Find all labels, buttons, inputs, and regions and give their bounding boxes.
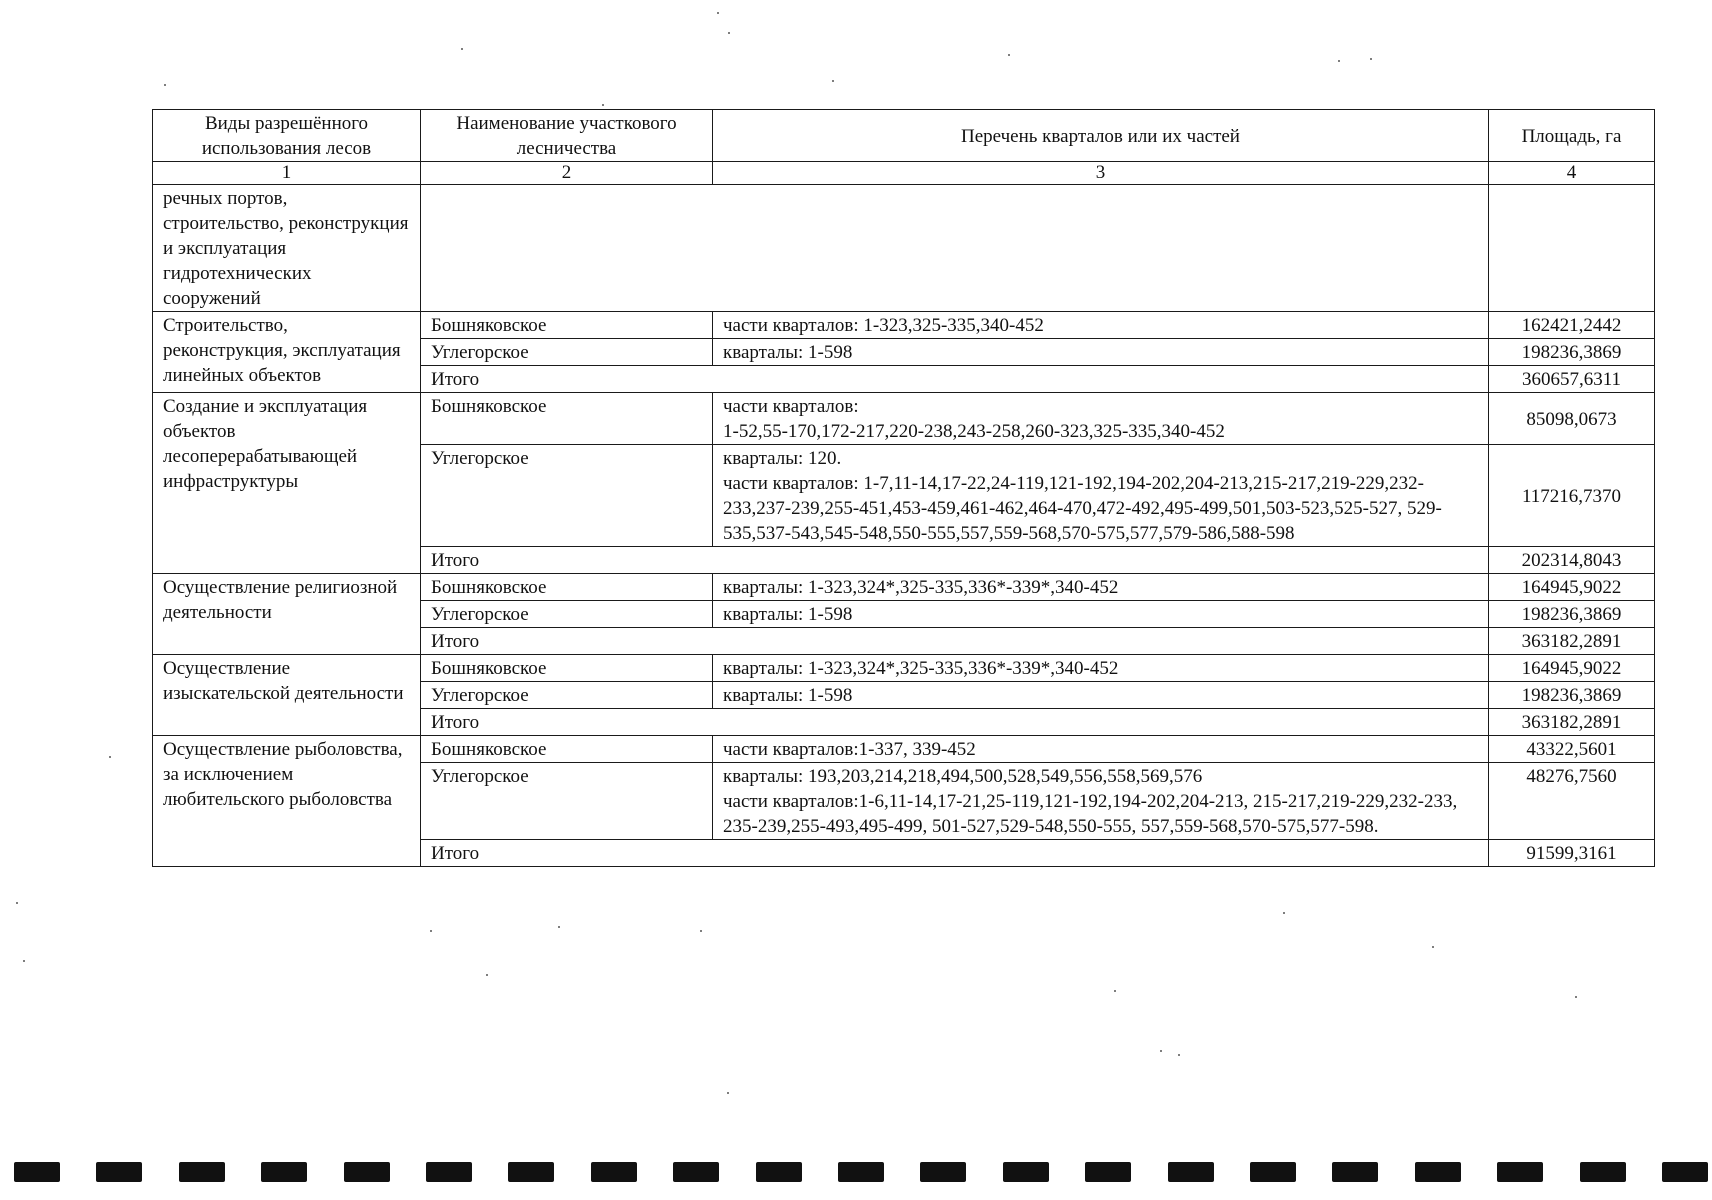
speck [1283, 912, 1285, 914]
quarters-cell: кварталы: 1-598 [713, 682, 1489, 709]
forestry-cell: Углегорское [421, 763, 713, 840]
forestry-cell: Углегорское [421, 682, 713, 709]
perforation-mark [673, 1162, 719, 1182]
area-cell: 198236,3869 [1489, 601, 1655, 628]
table-row [153, 393, 1655, 445]
forest-use-table [152, 109, 1655, 867]
speck [1575, 996, 1577, 998]
quarters-cell: части кварталов: 1-323,325-335,340-452 [713, 312, 1489, 339]
perforation-mark [1497, 1162, 1543, 1182]
total-area-cell: 91599,3161 [1489, 840, 1655, 867]
use-type-cell: Строительство, реконструкция, эксплуатация линейных объектов [153, 312, 421, 393]
quarters-line: кварталы: 193,203,214,218,494,500,528,549,556,558,569,576 [723, 766, 1203, 787]
area-cell: 162421,2442 [1489, 312, 1655, 339]
perforation-mark [1168, 1162, 1214, 1182]
speck [23, 960, 25, 962]
total-label: Итого [421, 840, 1489, 867]
speck [1114, 990, 1116, 992]
forestry-cell: Бошняковское [421, 393, 713, 445]
area-cell: 48276,7560 [1489, 763, 1655, 840]
header-row [153, 110, 1655, 162]
header-use-type: Виды разрешённого использования лесов [153, 110, 421, 162]
quarters-cell: кварталы: 1-598 [713, 339, 1489, 366]
quarters-cell: кварталы: 1-598 [713, 601, 1489, 628]
area-cell: 85098,0673 [1489, 393, 1655, 445]
empty-cell [1489, 185, 1655, 312]
perforation-mark [1332, 1162, 1378, 1182]
speck [1432, 946, 1434, 948]
perforation-mark [1250, 1162, 1296, 1182]
column-number: 2 [421, 162, 713, 185]
speck [109, 756, 111, 758]
perforation-mark [1580, 1162, 1626, 1182]
quarters-cell [713, 445, 1489, 547]
use-type-cell: Осуществление религиозной деятельности [153, 574, 421, 655]
quarters-cell [713, 393, 1489, 445]
speck [602, 104, 604, 106]
total-area-cell: 363182,2891 [1489, 709, 1655, 736]
total-area-cell: 360657,6311 [1489, 366, 1655, 393]
forestry-cell: Бошняковское [421, 312, 713, 339]
column-number-row [153, 162, 1655, 185]
area-cell: 43322,5601 [1489, 736, 1655, 763]
perforation-mark [1085, 1162, 1131, 1182]
quarters-line: 1-52,55-170,172-217,220-238,243-258,260-323,325-335,340-452 [723, 421, 1225, 442]
table-row [153, 574, 1655, 601]
table-row [153, 655, 1655, 682]
speck [486, 974, 488, 976]
column-number: 3 [713, 162, 1489, 185]
use-type-cell: речных портов, строительство, реконструкция и эксплуатация гидротехнических сооружений [153, 185, 421, 312]
column-number: 4 [1489, 162, 1655, 185]
speck [558, 926, 560, 928]
table-row [153, 312, 1655, 339]
quarters-cell: части кварталов:1-337, 339-452 [713, 736, 1489, 763]
forestry-cell: Углегорское [421, 445, 713, 547]
quarters-line: части кварталов: 1-7,11-14,17-22,24-119,121-192,194-202,204-213,215-217,219-229,232-233,237-239,255-451,453-459,461-462,464-470,472-492,495-499,501,503-523,525-527, 529-535,537-543,545-548,550-555,557,559-568,570-575,577,579-586,588-598 [723, 473, 1442, 544]
use-type-cell: Осуществление рыболовства, за исключением любительского рыболовства [153, 736, 421, 867]
total-label: Итого [421, 547, 1489, 574]
speck [461, 48, 463, 50]
perforation-mark [426, 1162, 472, 1182]
speck [1370, 58, 1372, 60]
speck [1160, 1050, 1162, 1052]
speck [164, 84, 166, 86]
perforation-mark [179, 1162, 225, 1182]
quarters-cell: кварталы: 1-323,324*,325-335,336*-339*,340-452 [713, 574, 1489, 601]
header-area: Площадь, га [1489, 110, 1655, 162]
perforation-mark [756, 1162, 802, 1182]
total-area-cell: 363182,2891 [1489, 628, 1655, 655]
total-label: Итого [421, 366, 1489, 393]
area-cell: 164945,9022 [1489, 655, 1655, 682]
perforation-mark [591, 1162, 637, 1182]
quarters-line: части кварталов:1-6,11-14,17-21,25-119,121-192,194-202,204-213, 215-217,219-229,232-233, 235-239,255-493,495-499, 501-527,529-548,550-555, 557,559-568,570-575,577-598. [723, 791, 1458, 837]
use-type-cell: Создание и эксплуатация объектов лесоперерабатывающей инфраструктуры [153, 393, 421, 574]
perforation-mark [14, 1162, 60, 1182]
speck [832, 80, 834, 82]
perforation-mark [920, 1162, 966, 1182]
perforation-mark [96, 1162, 142, 1182]
speck [700, 930, 702, 932]
speck [1178, 1054, 1180, 1056]
perforation-mark [344, 1162, 390, 1182]
quarters-cell [713, 763, 1489, 840]
speck [16, 902, 18, 904]
table-row [153, 736, 1655, 763]
header-forestry-name: Наименование участкового лесничества [421, 110, 713, 162]
speck [717, 12, 719, 14]
perforation-mark [1662, 1162, 1708, 1182]
forestry-cell: Углегорское [421, 601, 713, 628]
total-label: Итого [421, 709, 1489, 736]
quarters-line: части кварталов: [723, 396, 859, 417]
forestry-cell: Углегорское [421, 339, 713, 366]
speck [1008, 54, 1010, 56]
total-label: Итого [421, 628, 1489, 655]
quarters-cell: кварталы: 1-323,324*,325-335,336*-339*,340-452 [713, 655, 1489, 682]
quarters-line: кварталы: 120. [723, 448, 842, 469]
perforation-mark [1415, 1162, 1461, 1182]
empty-cell [421, 185, 1489, 312]
total-area-cell: 202314,8043 [1489, 547, 1655, 574]
speck [727, 1092, 729, 1094]
speck [1338, 60, 1340, 62]
perforation-mark [1003, 1162, 1049, 1182]
header-quarters-list: Перечень кварталов или их частей [713, 110, 1489, 162]
area-cell: 164945,9022 [1489, 574, 1655, 601]
perforation-mark [838, 1162, 884, 1182]
area-cell: 198236,3869 [1489, 682, 1655, 709]
column-number: 1 [153, 162, 421, 185]
forestry-cell: Бошняковское [421, 736, 713, 763]
speck [430, 930, 432, 932]
perforation-mark [508, 1162, 554, 1182]
area-cell: 117216,7370 [1489, 445, 1655, 547]
area-cell: 198236,3869 [1489, 339, 1655, 366]
forestry-cell: Бошняковское [421, 655, 713, 682]
perforation-mark [261, 1162, 307, 1182]
use-type-cell: Осуществление изыскательской деятельности [153, 655, 421, 736]
forestry-cell: Бошняковское [421, 574, 713, 601]
table-row [153, 185, 1655, 312]
speck [728, 32, 730, 34]
